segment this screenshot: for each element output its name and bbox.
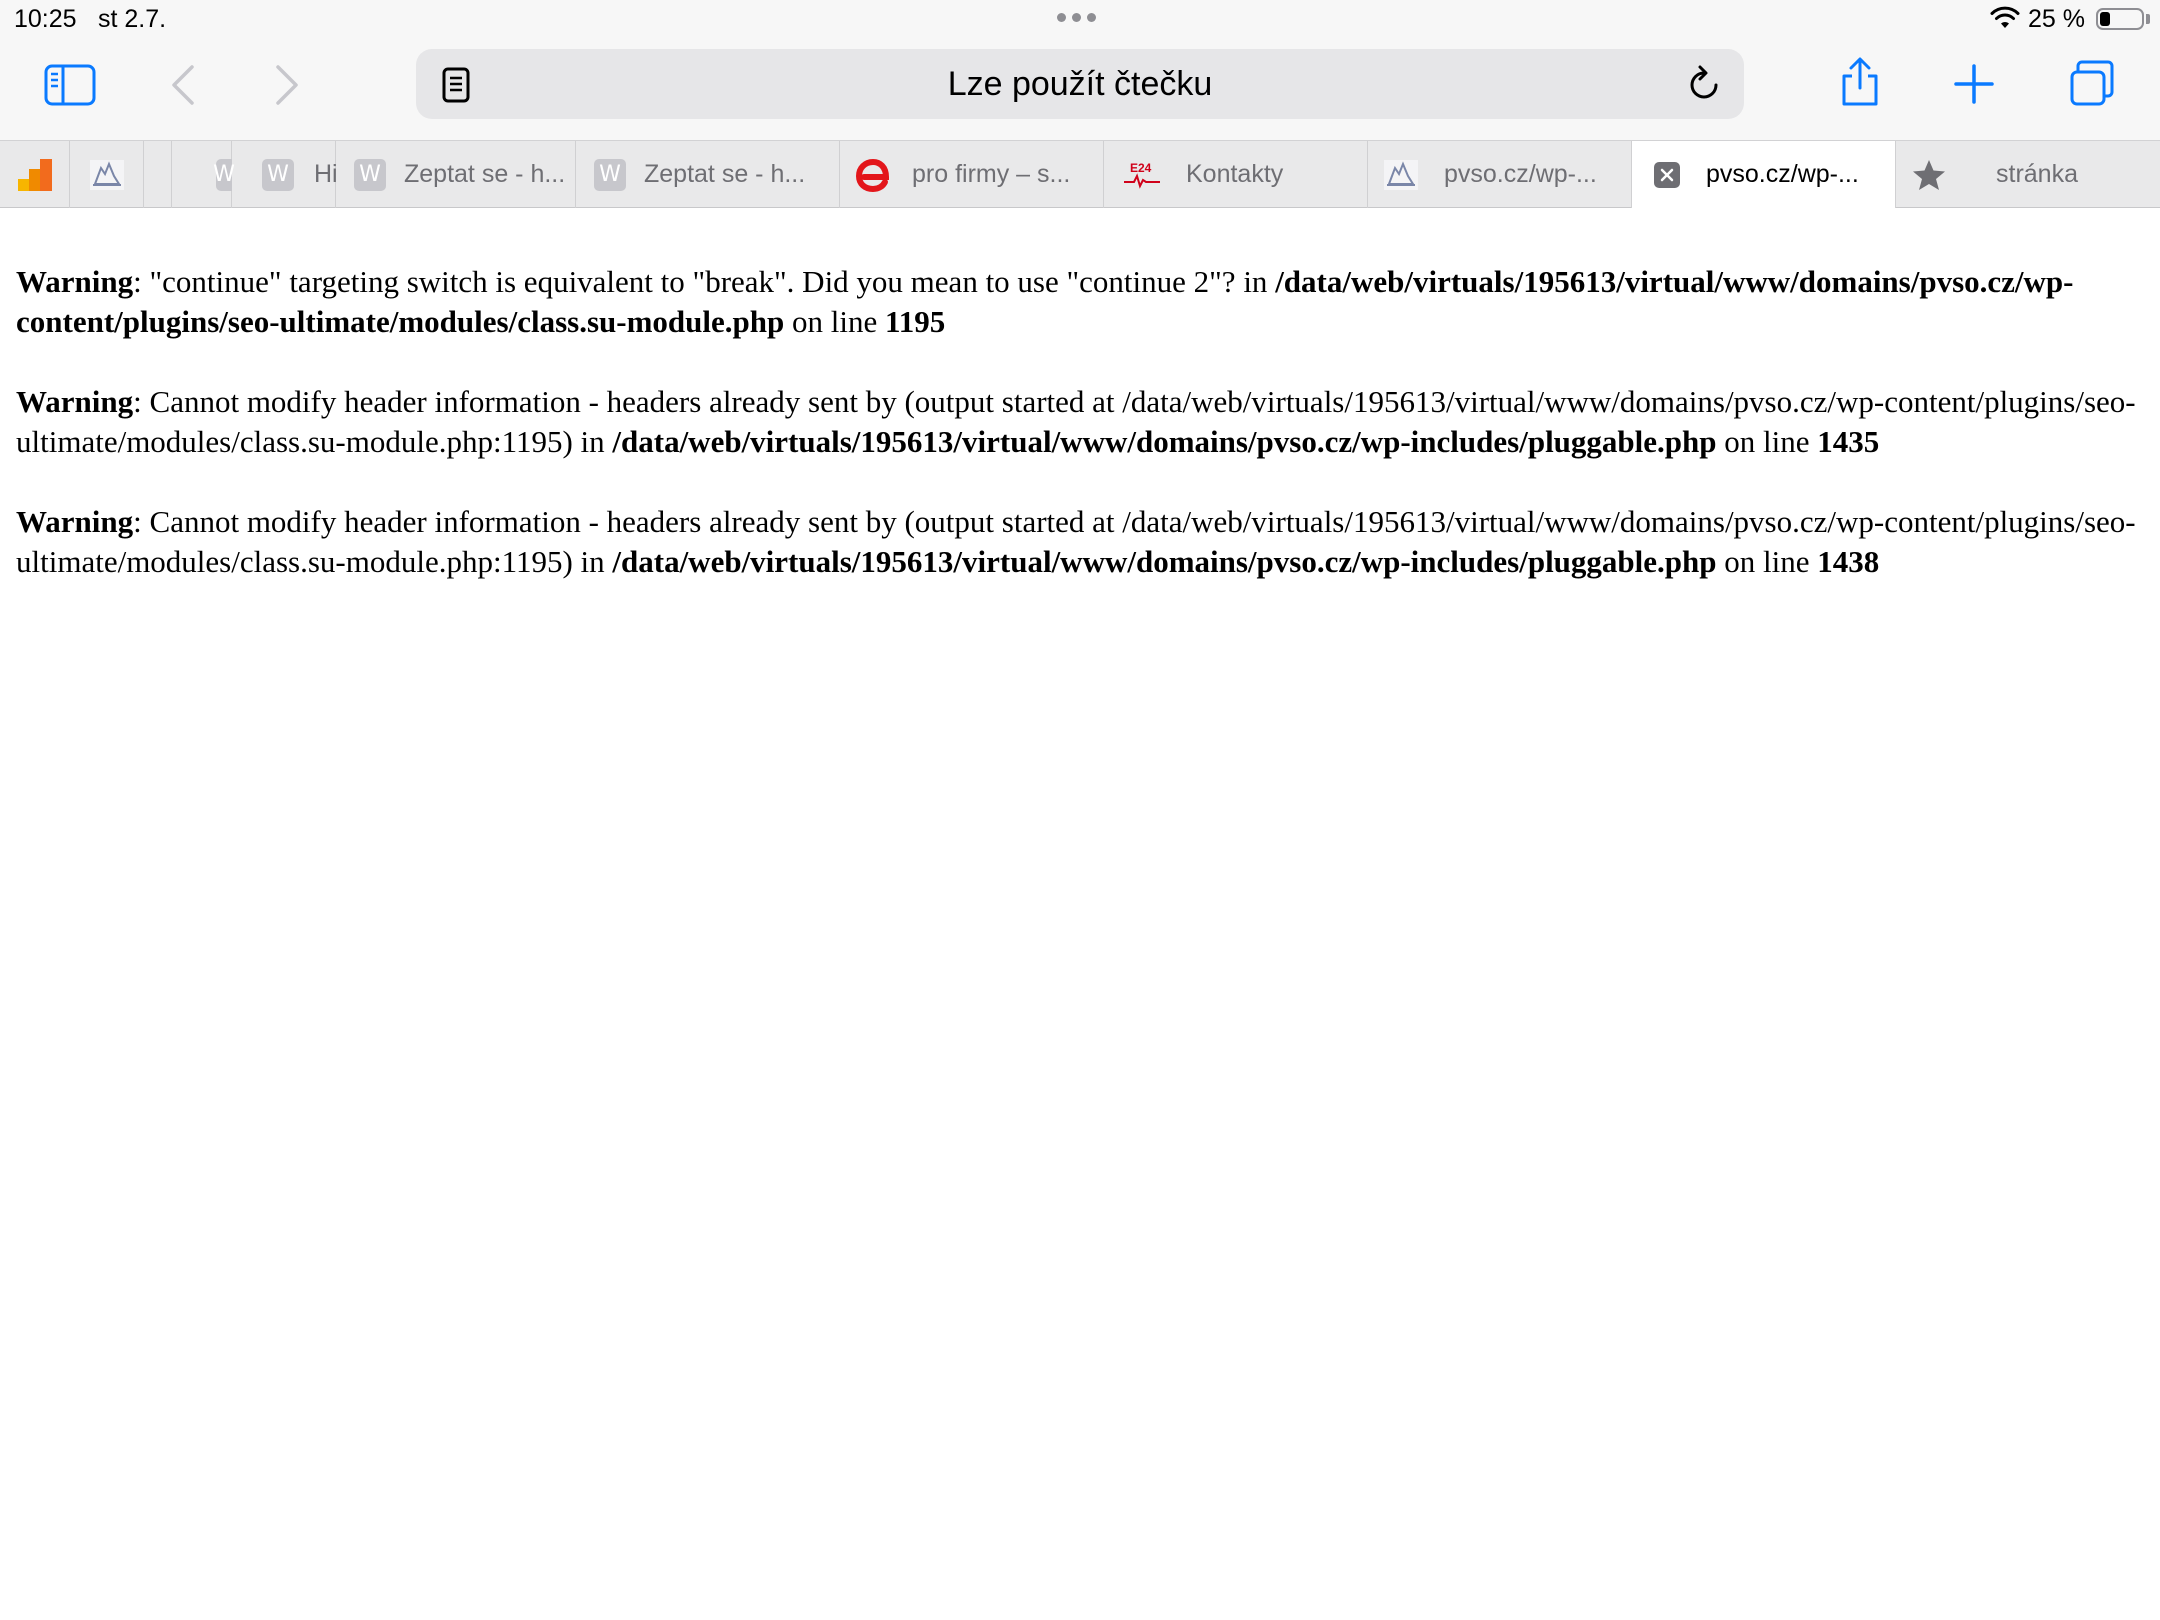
- tab-label: Hi: [314, 160, 338, 188]
- battery-icon: [2096, 8, 2144, 30]
- e-favicon: [856, 159, 892, 191]
- tab-w-2[interactable]: [232, 141, 336, 208]
- star-icon: [1912, 159, 1946, 191]
- e24-favicon: [1124, 160, 1160, 190]
- warning-line: 1195: [884, 304, 946, 339]
- tab-zeptat-2[interactable]: [576, 141, 840, 208]
- warning-text: on line: [784, 304, 885, 339]
- warning-file: /data/web/virtuals/195613/virtual/www/domains/pvso.cz/wp-content/plugins/seo-ultimate/modules/class.su-module.php: [16, 264, 2074, 339]
- tab-bar: [0, 140, 2160, 208]
- warning-text: on line: [1716, 424, 1818, 459]
- tab-zeptat-1[interactable]: [336, 141, 576, 208]
- tab-pvso-2[interactable]: [1368, 141, 1632, 208]
- warning-label: Warning: [16, 384, 134, 419]
- wifi-icon: [1990, 6, 2020, 30]
- warning-text: on line: [1716, 544, 1818, 579]
- tab-label: stránka: [1996, 160, 2078, 188]
- share-icon[interactable]: [1838, 56, 1882, 108]
- warning-file: /data/web/virtuals/195613/virtual/www/domains/pvso.cz/wp-includes/pluggable.php: [612, 424, 1717, 459]
- tab-blank[interactable]: [144, 141, 172, 208]
- tab-label: Zeptat se - h...: [644, 160, 806, 188]
- w-favicon: W: [354, 159, 386, 191]
- back-icon[interactable]: [170, 64, 196, 106]
- multitasking-dots-icon[interactable]: [1057, 13, 1096, 22]
- page-content: [16, 262, 2146, 622]
- tab-label: pvso.cz/wp-...: [1444, 160, 1597, 188]
- battery-cap: [2146, 14, 2150, 24]
- address-text: Lze použít čtečku: [947, 65, 1213, 103]
- tab-pvso-1[interactable]: [70, 141, 144, 208]
- warning-text: : Cannot modify header information - headers already sent by (output started at /data/web/virtuals/195613/virtual/www/domains/pvso.cz/wp-content/plugins/seo-ultimate/modules/class.su-module.php:1195) in: [16, 504, 2136, 579]
- address-bar[interactable]: [416, 49, 1744, 119]
- e24-favicon-text: E24: [1130, 160, 1152, 175]
- pvso-favicon: [90, 160, 124, 190]
- w-favicon: W: [262, 159, 294, 191]
- forward-icon[interactable]: [274, 64, 300, 106]
- warning-label: Warning: [16, 504, 134, 539]
- warning-line: 1435: [1817, 424, 1880, 459]
- status-time: 10:25: [14, 5, 77, 33]
- status-date: st 2.7.: [98, 5, 167, 33]
- tabs-overview-icon[interactable]: [2068, 60, 2116, 108]
- tab-label: Kontakty: [1186, 160, 1284, 188]
- reload-icon[interactable]: [1686, 65, 1722, 103]
- tab-kontakty[interactable]: [1104, 141, 1368, 208]
- warning-message: [16, 382, 2146, 462]
- tab-pvso-active[interactable]: [1632, 141, 1896, 208]
- new-tab-icon[interactable]: [1954, 64, 1994, 104]
- tab-analytics[interactable]: [0, 141, 70, 208]
- w-favicon: W: [594, 159, 626, 191]
- tab-label: Zeptat se - h...: [404, 160, 566, 188]
- tab-w-1[interactable]: [172, 141, 235, 208]
- status-bar: [0, 0, 2160, 40]
- close-tab-icon[interactable]: [1654, 162, 1680, 188]
- warning-file: /data/web/virtuals/195613/virtual/www/domains/pvso.cz/wp-includes/pluggable.php: [612, 544, 1717, 579]
- analytics-icon: [18, 159, 52, 191]
- tab-label: pro firmy – s...: [912, 160, 1071, 188]
- warning-label: Warning: [16, 264, 134, 299]
- battery-level: [2100, 12, 2110, 26]
- tab-pro-firmy[interactable]: [840, 141, 1104, 208]
- warning-text: : "continue" targeting switch is equivalent to "break". Did you mean to use "continue 2"? in: [133, 264, 1276, 299]
- warning-line: 1438: [1817, 544, 1880, 579]
- battery-percent: 25 %: [2028, 5, 2085, 33]
- pvso-favicon: [1384, 160, 1418, 190]
- warning-message: [16, 502, 2146, 582]
- w-favicon: W: [216, 159, 232, 191]
- warning-text: : Cannot modify header information - headers already sent by (output started at /data/web/virtuals/195613/virtual/www/domains/pvso.cz/wp-content/plugins/seo-ultimate/modules/class.su-module.php:1195) in: [16, 384, 2136, 459]
- sidebar-icon[interactable]: [44, 64, 96, 106]
- tab-stranka[interactable]: [1896, 141, 2160, 208]
- warning-message: [16, 262, 2146, 342]
- tab-label: pvso.cz/wp-...: [1706, 160, 1859, 188]
- browser-toolbar: [0, 40, 2160, 140]
